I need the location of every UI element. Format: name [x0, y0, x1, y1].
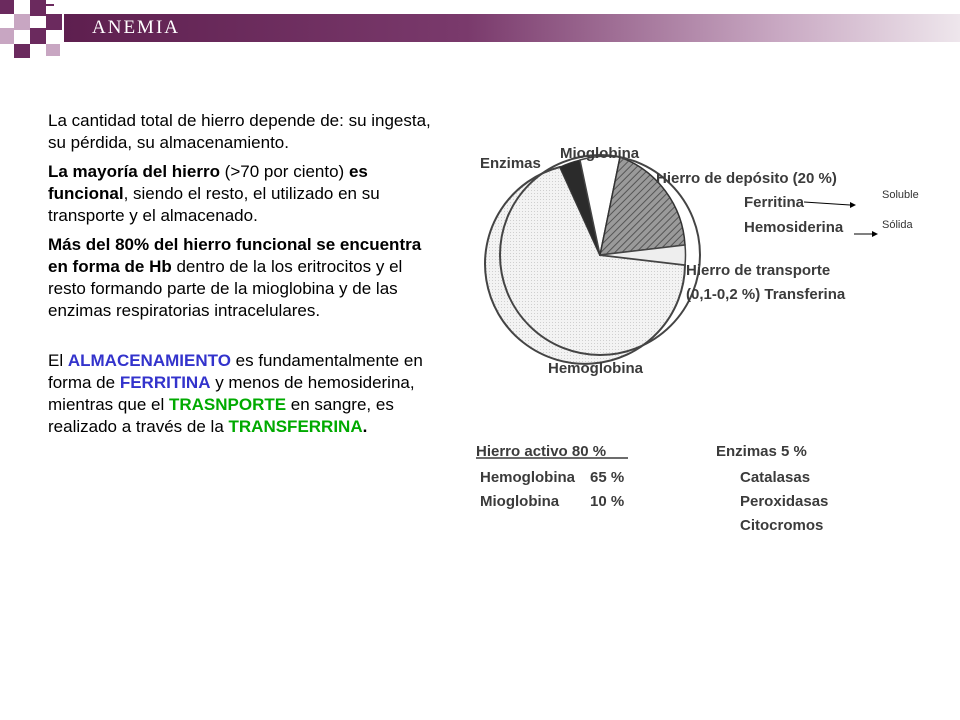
label-ferritina: Ferritina [744, 194, 805, 211]
activo-header: Hierro activo 80 % [476, 443, 607, 460]
iron-distribution-figure [470, 135, 930, 555]
p2-mid: (>70 por ciento) [219, 162, 349, 181]
p4-a: El [48, 351, 68, 370]
almacenamiento-highlight: ALMACENAMIENTO [67, 351, 231, 370]
title-bar [64, 14, 960, 42]
enzimas-row-2: Peroxidasas [740, 493, 829, 510]
label-deposito: Hierro de depósito (20 %) [656, 170, 837, 187]
header-square-6 [46, 14, 62, 30]
header-square-7 [14, 44, 30, 58]
header-square-8 [46, 44, 60, 56]
label-enzimas: Enzimas [480, 155, 541, 172]
p2-bold-1: La mayoría del hierro [48, 162, 220, 181]
slide-title: ANEMIA [92, 17, 180, 38]
transferrina-highlight: TRANSFERRINA [228, 417, 363, 436]
label-hemosiderina: Hemosiderina [744, 219, 844, 236]
p2-bold-2: es funcional [48, 162, 368, 203]
activo-row-2-name: Mioglobina [480, 493, 560, 510]
activo-row-1-value: 65 % [590, 469, 625, 486]
header-square-1 [0, 0, 14, 14]
p4-b: es fundamentalmente en forma de [48, 351, 423, 392]
paragraph-4 [48, 350, 433, 438]
label-mioglobina: Mioglobina [560, 145, 640, 162]
label-soluble: Soluble [882, 189, 919, 201]
p2-rest: , siendo el resto, el utilizado en su transporte y el almacenado. [48, 184, 380, 225]
paragraph-1: La cantidad total de hierro depende de: su ingesta, su pérdida, su almacenamiento. [48, 111, 431, 152]
ferritina-highlight: FERRITINA [119, 373, 211, 392]
p4-d: en sangre, es realizado a través de la [48, 395, 394, 436]
body-text [48, 110, 433, 445]
p3-rest: dentro de la los eritrocitos y el resto formando parte de la mioglobina y de las enzimas respiratorias intracelulares. [48, 257, 403, 320]
activo-row-1-name: Hemoglobina [480, 469, 576, 486]
transporte-highlight: TRASNPORTE [168, 395, 287, 414]
enzimas-row-1: Catalasas [740, 469, 811, 486]
label-transporte-2: (0,1-0,2 %) Transferina [686, 286, 846, 303]
header-square-3 [30, 0, 46, 16]
header-dash [46, 4, 54, 6]
p3-bold: Más del 80% del hierro funcional se encuentra en forma de Hb [48, 235, 422, 276]
enzimas-header: Enzimas 5 % [716, 443, 807, 460]
p4-c: y menos de hemosiderina, mientras que el [48, 373, 415, 414]
iron-pie-chart [470, 135, 930, 555]
paragraph-2 [48, 161, 433, 227]
header-square-2 [14, 14, 30, 30]
activo-row-2-value: 10 % [590, 493, 625, 510]
label-hemoglobina: Hemoglobina [548, 360, 644, 377]
enzimas-row-3: Citocromos [740, 517, 824, 534]
header-square-4 [0, 28, 14, 44]
label-solida: Sólida [882, 219, 913, 231]
header-square-5 [30, 28, 46, 44]
p4-period: . [362, 417, 368, 436]
label-transporte-1: Hierro de transporte [686, 262, 831, 279]
paragraph-3 [48, 234, 433, 322]
